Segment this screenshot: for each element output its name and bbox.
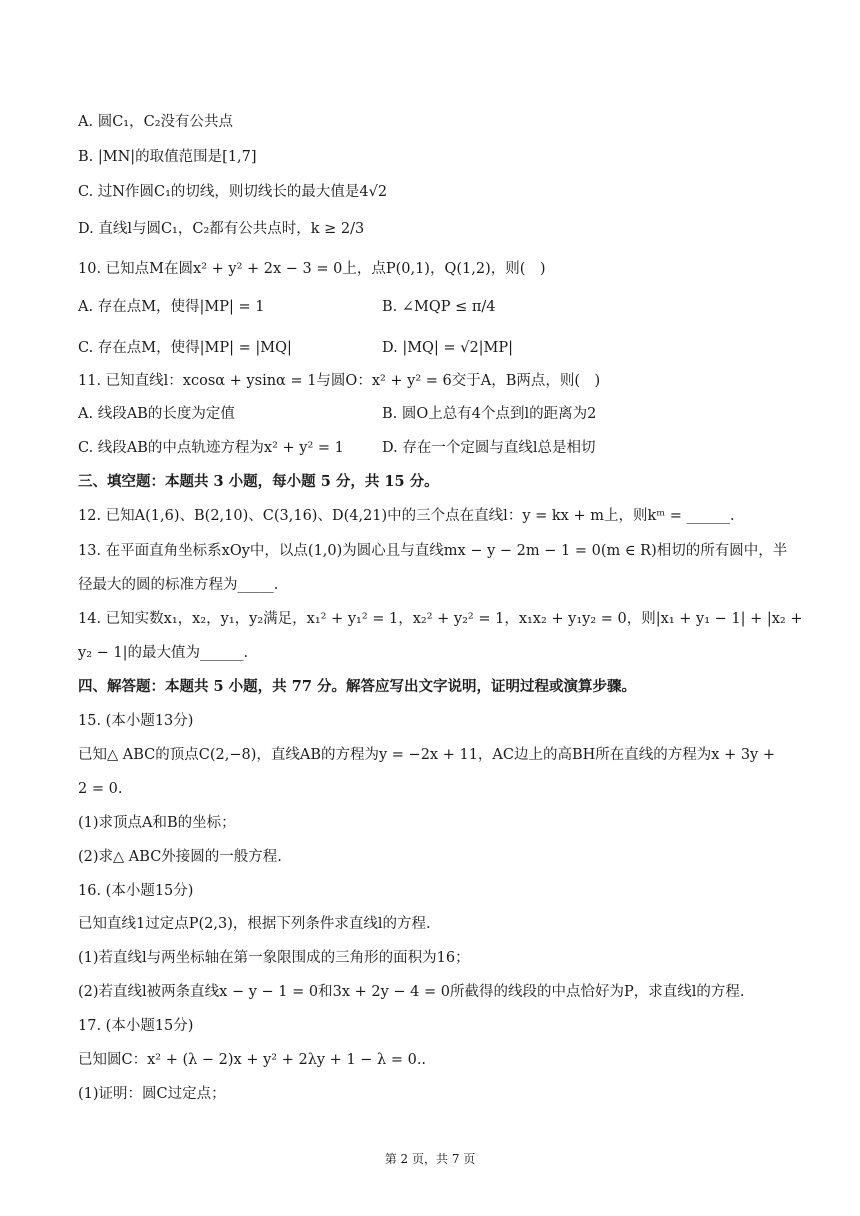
q11-option-a: A. 线段AB的长度为定值 [78,406,235,422]
q15-title: 15. (本小题13分) [78,713,194,729]
q12: 12. 已知A(1,6)、B(2,10)、C(3,16)、D(4,21)中的三个点在直线l：y = kx + m上，则kᵐ = ______. [78,508,735,524]
q15-stem-line-1: 已知△ ABC的顶点C(2,−8)，直线AB的方程为y = −2x + 11，AC边上的高BH所在直线的方程为x + 3y + [78,747,776,763]
q9-option-d: D. 直线l与圆C₁，C₂都有公共点时，k ≥ 2/3 [78,221,365,237]
q15-part-1: (1)求顶点A和B的坐标； [78,815,236,831]
q14-line-1: 14. 已知实数x₁，x₂，y₁，y₂满足，x₁² + y₁² = 1，x₂² + y₂² = 1，x₁x₂ + y₁y₂ = 0，则|x₁ + y₁ − 1| + |x₂ + [78,611,803,627]
q11-option-b: B. 圆O上总有4个点到l的距离为2 [382,406,597,422]
q11-option-c: C. 线段AB的中点轨迹方程为x² + y² = 1 [78,440,344,456]
q11-option-d: D. 存在一个定圆与直线l总是相切 [382,440,596,456]
q9-option-c: C. 过N作圆C₁的切线，则切线长的最大值是4√2 [78,184,388,200]
q10-option-d: D. |MQ| = √2|MP| [382,340,514,356]
q16-part-1: (1)若直线l与两坐标轴在第一象限围成的三角形的面积为16； [78,950,470,966]
q16-title: 16. (本小题15分) [78,883,194,899]
q11-stem: 11. 已知直线l：xcosα + ysinα = 1与圆O：x² + y² = 6交于A，B两点，则( ) [78,373,601,389]
q16-part-2: (2)若直线l被两条直线x − y − 1 = 0和3x + 2y − 4 = 0所截得的线段的中点恰好为P，求直线l的方程. [78,984,745,1000]
q17-title: 17. (本小题15分) [78,1018,194,1034]
q10-stem: 10. 已知点M在圆x² + y² + 2x − 3 = 0上，点P(0,1)，Q(1,2)，则( ) [78,261,546,277]
q10-option-c: C. 存在点M，使得|MP| = |MQ| [78,340,292,356]
q13-line-1: 13. 在平面直角坐标系xOy中，以点(1,0)为圆心且与直线mx − y − 2m − 1 = 0(m ∈ R)相切的所有圆中，半 [78,543,788,559]
q13-line-2: 径最大的圆的标准方程为_____. [78,577,279,593]
q9-option-a: A. 圆C₁，C₂没有公共点 [78,114,234,130]
section-4-heading: 四、解答题：本题共 5 小题，共 77 分。解答应写出文字说明，证明过程或演算步骤。 [78,678,636,695]
q10-option-b: B. ∠MQP ≤ π/4 [382,299,496,315]
q16-stem: 已知直线1过定点P(2,3)，根据下列条件求直线l的方程. [78,916,431,932]
q17-part-1: (1)证明：圆C过定点； [78,1086,226,1102]
q17-stem: 已知圆C：x² + (λ − 2)x + y² + 2λy + 1 − λ = 0.. [78,1052,427,1068]
q9-option-b: B. |MN|的取值范围是[1,7] [78,149,257,165]
q14-line-2: y₂ − 1|的最大值为______. [78,645,249,661]
page-number-footer: 第 2 页，共 7 页 [384,1152,476,1166]
q15-stem-line-2: 2 = 0. [78,781,123,797]
q15-part-2: (2)求△ ABC外接圆的一般方程. [78,849,282,865]
q10-option-a: A. 存在点M，使得|MP| = 1 [78,299,265,315]
section-3-heading: 三、填空题：本题共 3 小题，每小题 5 分，共 15 分。 [78,473,439,490]
